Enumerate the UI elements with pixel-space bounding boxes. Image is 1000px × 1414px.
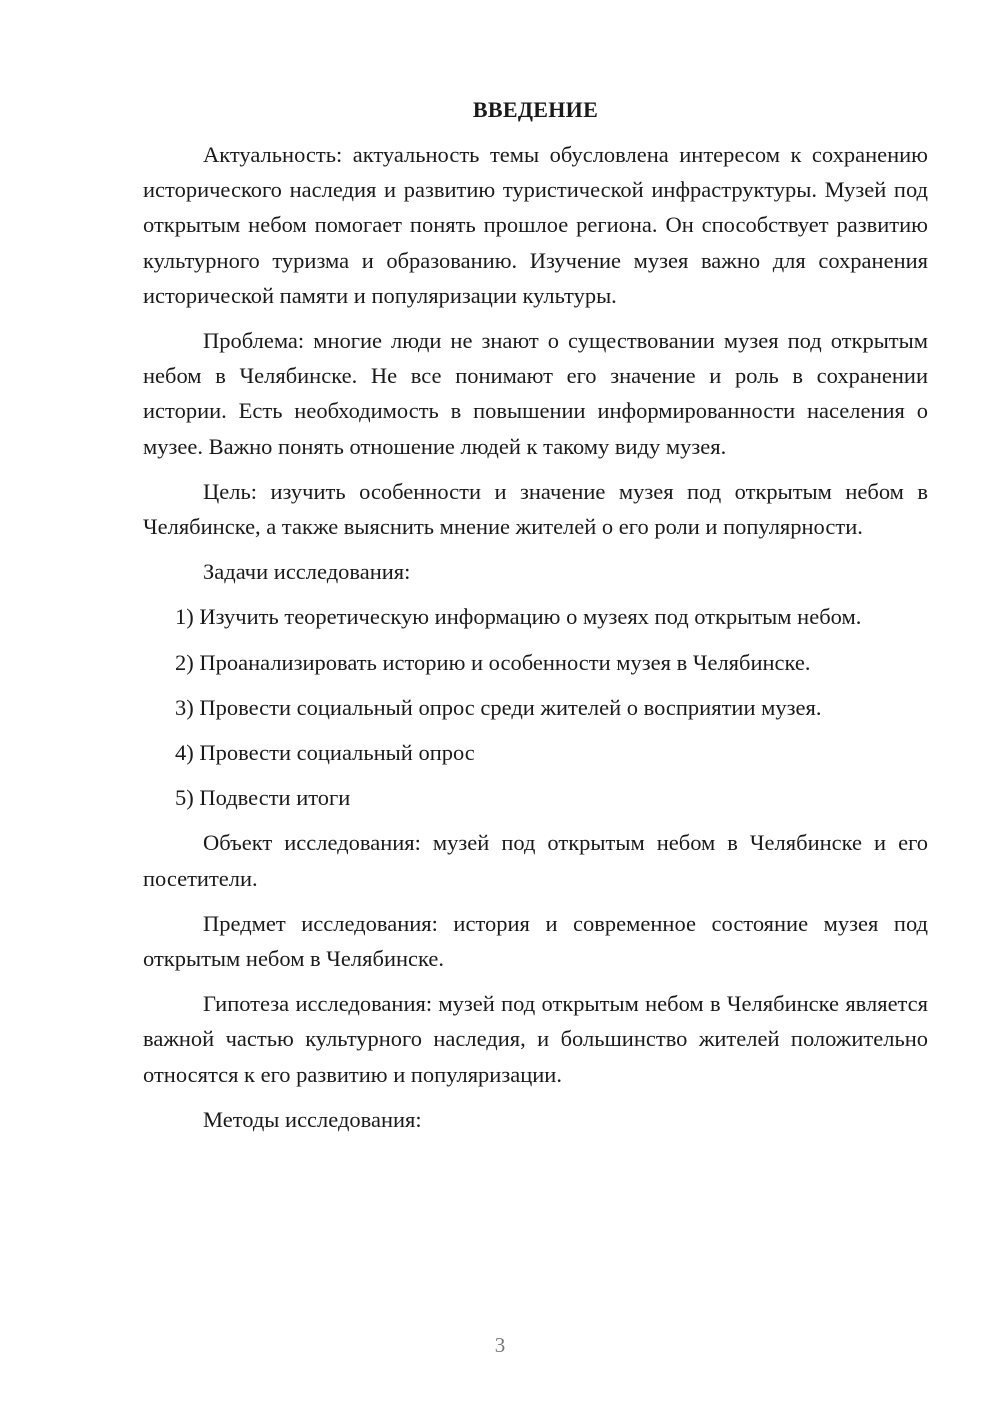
task-item-1: 1) Изучить теоретическую информацию о музеях под открытым небом. — [175, 604, 862, 630]
problem-paragraph: Проблема: многие люди не знают о существовании музея под открытым небом в Челябинске. Не все понимают его значение и роль в сохранении истории. Есть необходимость в повышении информированности населения о музее. Важно понять отношение людей к такому виду музея. — [143, 328, 928, 459]
section-title: ВВЕДЕНИЕ — [472, 97, 599, 122]
methods-heading: Методы исследования: — [203, 1106, 422, 1132]
page-number: 3 — [494, 1333, 506, 1357]
tasks-heading: Задачи исследования: — [203, 559, 411, 585]
document-body — [143, 92, 928, 1147]
hypothesis-paragraph: Гипотеза исследования: музей под открытым небом в Челябинске является важной частью культурного наследия, и большинство жителей положительно относятся к его развитию и популяризации. — [143, 991, 928, 1087]
task-item-5: 5) Подвести итоги — [175, 785, 351, 811]
task-item-3: 3) Провести социальный опрос среди жителей о восприятии музея. — [175, 694, 822, 720]
task-item-4: 4) Провести социальный опрос — [175, 740, 475, 766]
subject-paragraph: Предмет исследования: история и современное состояние музея под открытым небом в Челябинске. — [143, 910, 928, 972]
goal-paragraph: Цель: изучить особенности и значение музея под открытым небом в Челябинске, а также выяснить мнение жителей о его роли и популярности. — [143, 478, 928, 540]
relevance-paragraph: Актуальность: актуальность темы обусловлена интересом к сохранению исторического наследия и развитию туристической инфраструктуры. Музей под открытым небом помогает понять прошлое региона. Он способствует развитию культурного туризма и образованию. Изучение музея важно для сохранения исторической памяти и популяризации культуры. — [143, 142, 928, 308]
object-paragraph: Объект исследования: музей под открытым небом в Челябинске и его посетители. — [143, 830, 928, 891]
task-item-2: 2) Проанализировать историю и особенности музея в Челябинске. — [175, 649, 811, 675]
